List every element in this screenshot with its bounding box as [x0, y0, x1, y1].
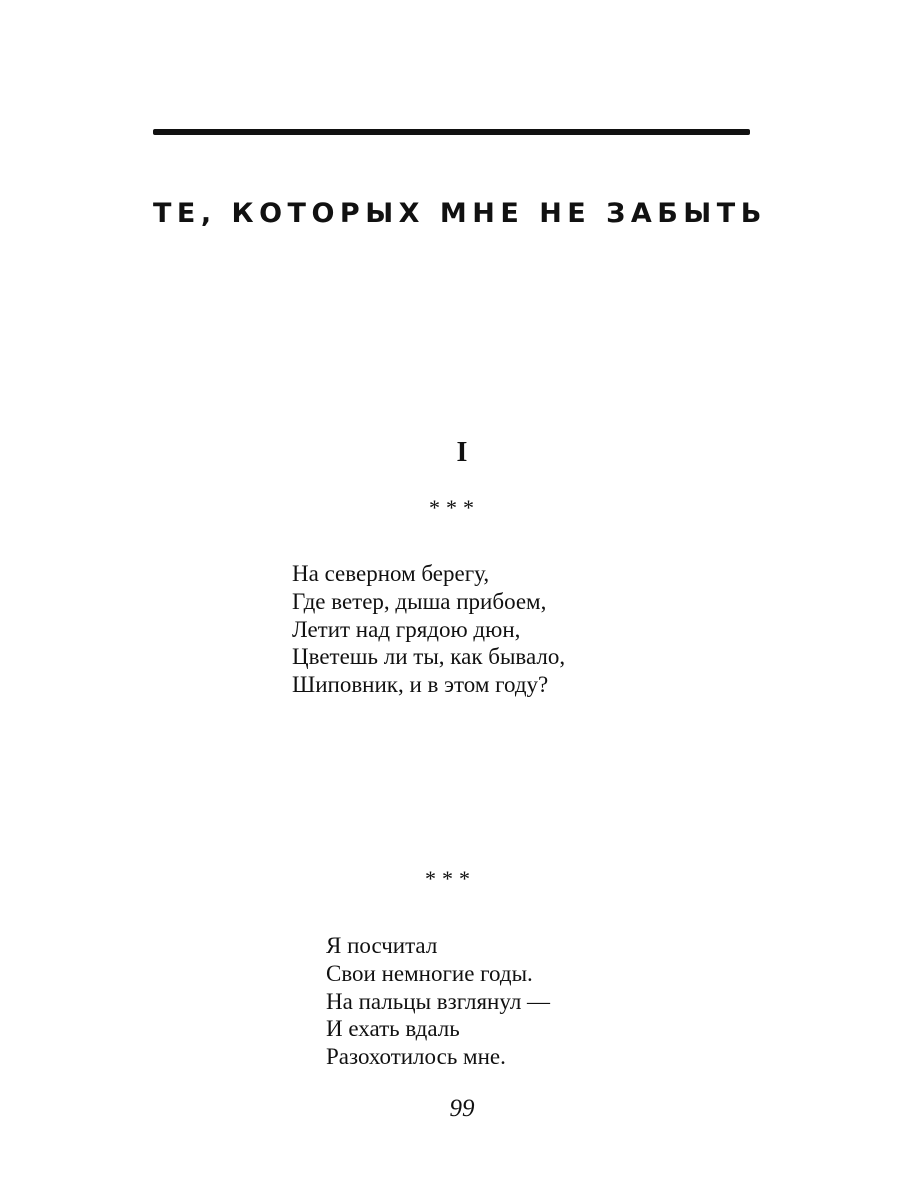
poem-2-separator: ***: [425, 866, 476, 891]
page-number: 99: [449, 1095, 475, 1122]
section-number: I: [456, 437, 468, 468]
poem-line: На северном берегу,: [292, 561, 490, 586]
poem-line: На пальцы взглянул —: [326, 988, 551, 1014]
poem-line: Цветешь ли ты, как бывало,: [292, 644, 566, 670]
poem-1: [292, 560, 565, 699]
poem-line: Разохотилось мне.: [326, 1044, 506, 1070]
poem-line: Где ветер, дыша прибоем,: [292, 588, 547, 614]
poem-1-separator: ***: [429, 495, 480, 520]
poem-line: Свои немногие годы.: [326, 960, 533, 986]
header-rule: [153, 129, 750, 135]
poem-line: Я посчитал: [326, 933, 438, 958]
chapter-title: ТЕ, КОТОРЫХ МНЕ НЕ ЗАБЫТЬ: [153, 198, 767, 229]
poem-line: Летит над грядою дюн,: [292, 616, 521, 642]
poem-line: И ехать вдаль: [326, 1016, 460, 1042]
poem-line: Шиповник, и в этом году?: [292, 672, 549, 698]
poem-2: [326, 932, 550, 1071]
